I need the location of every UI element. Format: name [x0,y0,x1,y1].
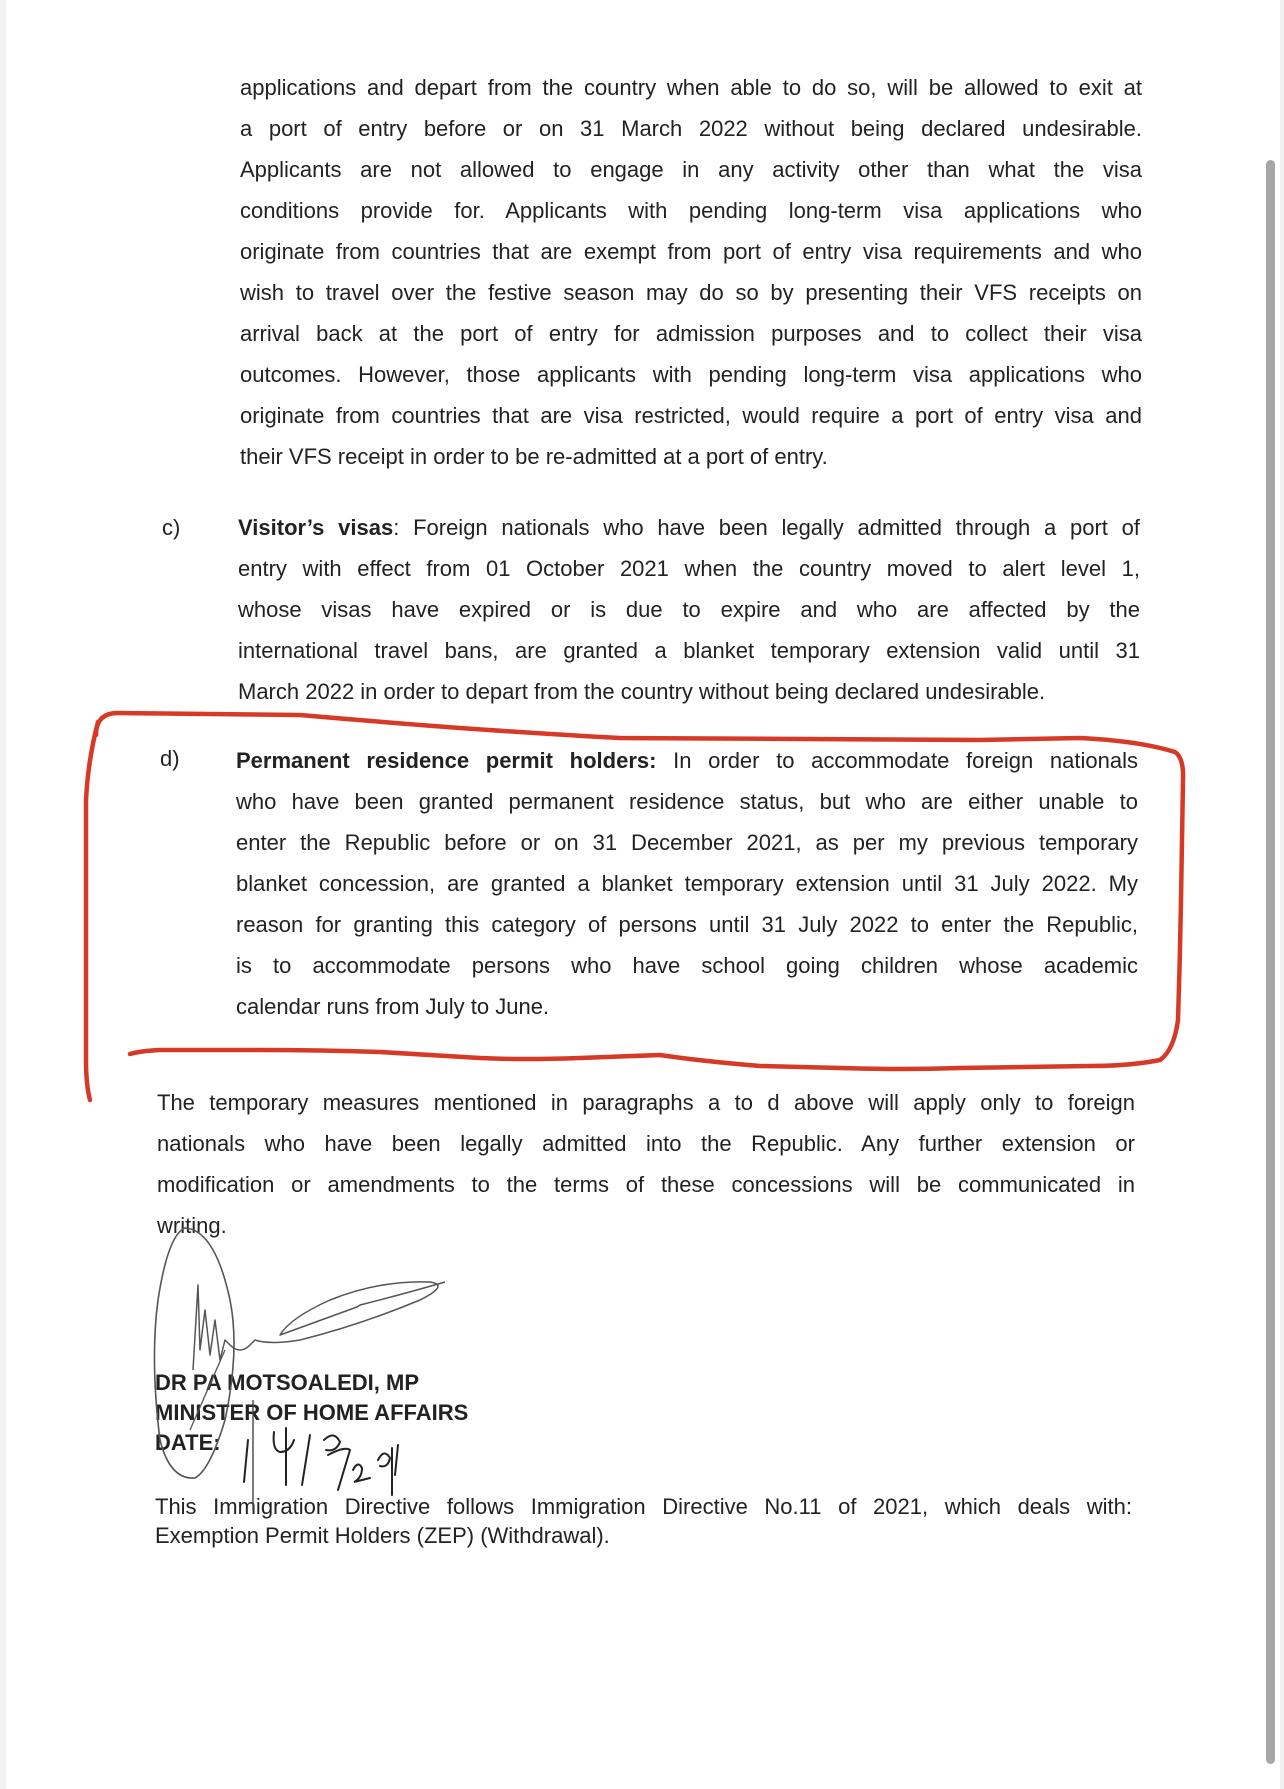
paragraph-line [236,748,1138,774]
paragraph-heading: Visitor’s visas [238,515,394,540]
signature-scribble [193,1282,445,1370]
signatory-title: MINISTER OF HOME AFFAIRS [155,1400,469,1425]
paragraph-label: d) [160,746,180,771]
paragraph-line: calendar runs from July to June. [236,994,550,1019]
paragraph-line: arrival back at the port of entry for admission purposes and to collect their visa [240,321,1142,346]
paragraph-line: originate from countries that are exempt from port of entry visa requirements and who [240,239,1142,264]
paragraph-line [238,515,1140,541]
footnote-line: This Immigration Directive follows Immigration Directive No.11 of 2021, which deals with: [155,1494,1132,1519]
signatory-name: DR PA MOTSOALEDI, MP [155,1370,419,1395]
paragraph-line: their VFS receipt in order to be re-admitted at a port of entry. [240,444,828,469]
paragraph-line: whose visas have expired or is due to expire and who are affected by the [238,597,1140,622]
paragraph-line: enter the Republic before or on 31 December 2021, as per my previous temporary [236,830,1138,855]
paragraph-line: international travel bans, are granted a blanket temporary extension valid until 31 [238,638,1140,663]
paragraph-line: writing. [157,1213,227,1238]
paragraph-line: modification or amendments to the terms of these concessions will be communicated in [157,1172,1135,1197]
paragraph-text: : Foreign nationals who have been legally admitted through a port of [393,515,1141,540]
paragraph-line: is to accommodate persons who have school going children whose academic [236,953,1138,978]
paragraph-line: outcomes. However, those applicants with pending long-term visa applications who [240,362,1142,387]
paragraph-line: wish to travel over the festive season may do so by presenting their VFS receipts on [240,280,1142,305]
paragraph-line: applications and depart from the country when able to do so, will be allowed to exit at [240,75,1142,100]
red-highlight-left-edge [86,722,98,1100]
paragraph-line: March 2022 in order to depart from the country without being declared undesirable. [238,679,1046,704]
paragraph-line: reason for granting this category of persons until 31 July 2022 to enter the Republic, [236,912,1138,937]
paragraph-line: The temporary measures mentioned in paragraphs a to d above will apply only to foreign [157,1090,1135,1115]
paragraph-line: blanket concession, are granted a blanket temporary extension until 31 July 2022. My [236,871,1138,896]
paragraph-line: conditions provide for. Applicants with pending long-term visa applications who [240,198,1142,223]
paragraph-line: a port of entry before or on 31 March 2022 without being declared undesirable. [240,116,1142,141]
paragraph-text: In order to accommodate foreign nationals [656,748,1138,773]
handwritten-date [244,1428,398,1495]
paragraph-line: entry with effect from 01 October 2021 when the country moved to alert level 1, [238,556,1140,581]
paragraph-line: originate from countries that are visa restricted, would require a port of entry visa and [240,403,1142,428]
paragraph-line: nationals who have been legally admitted into the Republic. Any further extension or [157,1131,1135,1156]
date-label: DATE: [155,1430,221,1455]
vertical-scrollbar[interactable] [1266,160,1275,1764]
paragraph-heading: Permanent residence permit holders: [236,748,657,773]
paragraph-label: c) [162,515,181,540]
paragraph-line: Applicants are not allowed to engage in any activity other than what the visa [240,157,1142,182]
paragraph-line: who have been granted permanent residence status, but who are either unable to [236,789,1138,814]
footnote-line: Exemption Permit Holders (ZEP) (Withdrawal). [155,1523,610,1548]
